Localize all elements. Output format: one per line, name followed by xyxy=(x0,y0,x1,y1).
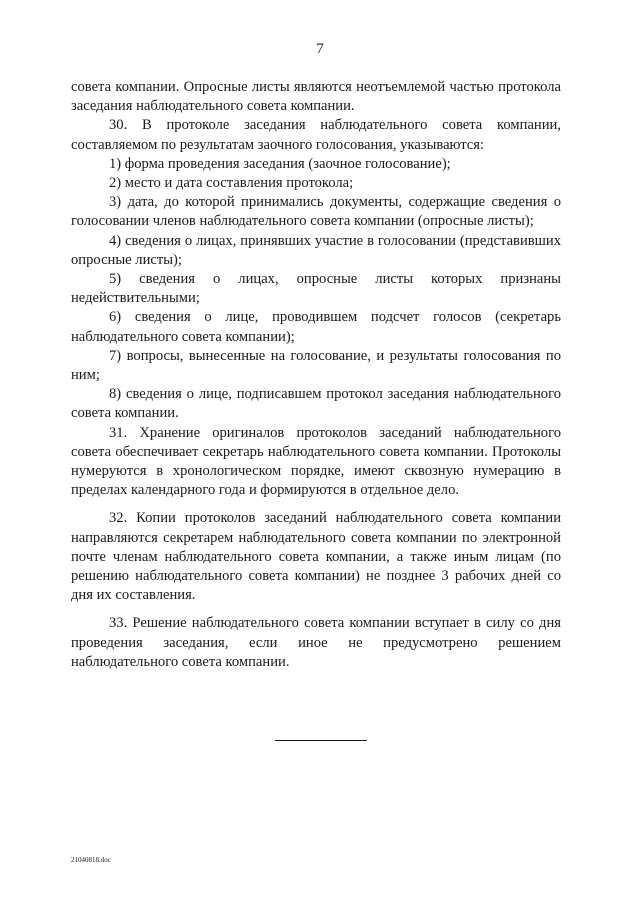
paragraph-continuation: совета компании. Опросные листы являются неотъемлемой частью протокола заседания наблюдательного совета компании. xyxy=(71,79,561,115)
paragraph-33: 33. Решение наблюдательного совета компании вступает в силу со дня проведения заседания, если иное не предусмотрено решением наблюдательного совета компании. xyxy=(71,615,561,670)
list-item-1: 1) форма проведения заседания (заочное голосование); xyxy=(109,155,451,172)
list-item-3: 3) дата, до которой принимались документы, содержащие сведения о голосовании членов наблюдательного совета компании (опросные листы); xyxy=(71,194,561,230)
paragraph-32: 32. Копии протоколов заседаний наблюдательного совета компании направляются секретарем наблюдательного совета компании по электронной почте членам наблюдательного совета компании, а также иным лицам (по решению наблюдательного совета компании) не позднее 3 рабочих дней со дня их составления. xyxy=(71,510,561,604)
list-item-8: 8) сведения о лице, подписавшем протокол заседания наблюдательного совета компании. xyxy=(71,386,561,422)
paragraph-31: 31. Хранение оригиналов протоколов заседаний наблюдательного совета обеспечивает секретарь наблюдательного совета компании. Протоколы нумеруются в хронологическом порядке, имеют сквозную нумерацию в пределах календарного года и формируются в отдельное дело. xyxy=(71,424,561,499)
list-item-6: 6) сведения о лице, проводившем подсчет голосов (секретарь наблюдательного совета компании); xyxy=(71,309,561,345)
end-rule xyxy=(275,740,367,741)
document-body xyxy=(71,78,561,672)
list-item-7: 7) вопросы, вынесенные на голосование, и результаты голосования по ним; xyxy=(71,347,561,384)
list-item-2: 2) место и дата составления протокола; xyxy=(109,175,354,192)
footer-file-code: 21040818.doc xyxy=(71,856,111,864)
list-item-5: 5) сведения о лицах, опросные листы которых признаны недействительными; xyxy=(71,271,561,307)
paragraph-30: 30. В протоколе заседания наблюдательного совета компании, составляемом по результатам заочного голосования, указываются: xyxy=(71,117,561,153)
list-item-4: 4) сведения о лицах, принявших участие в голосовании (представивших опросные листы); xyxy=(71,232,561,268)
page-number: 7 xyxy=(316,41,324,57)
